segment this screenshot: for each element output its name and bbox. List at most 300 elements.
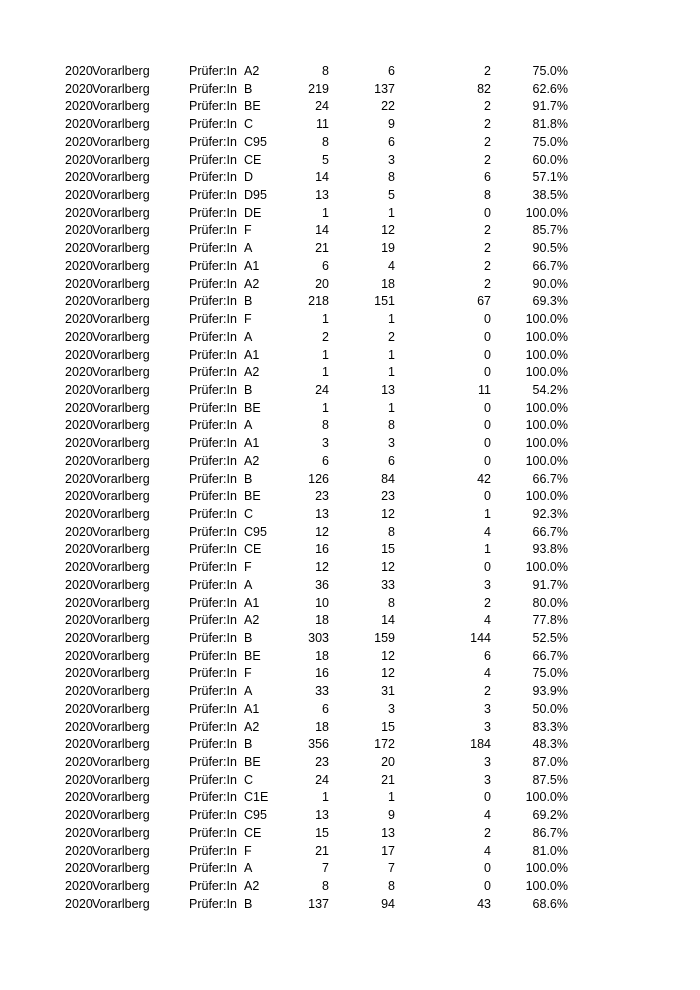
table-row [0, 205, 700, 223]
cell-failed: 0 [484, 329, 491, 344]
cell-year: 2020 [65, 258, 93, 273]
cell-passed: 8 [388, 418, 395, 433]
cell-year: 2020 [65, 365, 93, 380]
cell-year: 2020 [65, 524, 93, 539]
cell-passed: 12 [381, 506, 395, 521]
cell-role: Prüfer:In [189, 879, 237, 894]
cell-total: 6 [322, 258, 329, 273]
cell-class: B [244, 294, 253, 309]
cell-region: Vorarlberg [92, 205, 150, 220]
cell-failed: 0 [484, 400, 491, 415]
cell-region: Vorarlberg [92, 631, 150, 645]
cell-rate: 50.0% [532, 701, 568, 716]
cell-region: Vorarlberg [92, 294, 150, 309]
cell-failed: 4 [484, 613, 491, 628]
cell-role: Prüfer:In [189, 595, 237, 610]
cell-year: 2020 [65, 170, 93, 185]
table-row [0, 541, 700, 559]
cell-role: Prüfer:In [189, 772, 237, 787]
cell-passed: 6 [388, 453, 395, 468]
cell-role: Prüfer:In [189, 701, 237, 716]
cell-role: Prüfer:In [189, 506, 237, 521]
cell-region: Vorarlberg [92, 117, 150, 132]
cell-region: Vorarlberg [92, 648, 150, 663]
cell-region: Vorarlberg [92, 684, 150, 699]
cell-role: Prüfer:In [189, 64, 237, 78]
cell-rate: 100.0% [525, 879, 568, 894]
table-row [0, 595, 700, 613]
table-row [0, 81, 700, 99]
cell-class: BE [244, 400, 261, 415]
cell-total: 1 [322, 790, 329, 805]
cell-failed: 2 [484, 99, 491, 114]
cell-year: 2020 [65, 312, 93, 327]
cell-rate: 60.0% [532, 152, 568, 167]
cell-role: Prüfer:In [189, 896, 237, 911]
cell-region: Vorarlberg [92, 329, 150, 344]
cell-total: 16 [315, 542, 329, 557]
cell-passed: 137 [374, 81, 395, 96]
data-table [0, 63, 700, 914]
cell-failed: 2 [484, 152, 491, 167]
cell-class: A2 [244, 719, 260, 734]
cell-total: 11 [316, 117, 329, 132]
cell-passed: 7 [388, 861, 395, 876]
cell-total: 2 [322, 329, 329, 344]
cell-failed: 0 [484, 453, 491, 468]
cell-rate: 69.2% [532, 808, 568, 823]
table-row [0, 471, 700, 489]
cell-failed: 1 [484, 506, 491, 521]
cell-passed: 12 [381, 223, 395, 238]
cell-year: 2020 [65, 99, 93, 114]
cell-region: Vorarlberg [92, 506, 150, 521]
cell-year: 2020 [65, 489, 93, 504]
cell-passed: 84 [381, 471, 395, 486]
cell-failed: 2 [484, 258, 491, 273]
cell-rate: 87.5% [532, 772, 568, 787]
cell-failed: 0 [484, 312, 491, 327]
table-row [0, 843, 700, 861]
cell-rate: 100.0% [525, 400, 568, 415]
cell-passed: 151 [374, 294, 395, 309]
cell-class: A1 [244, 258, 260, 273]
cell-region: Vorarlberg [92, 542, 150, 557]
cell-class: A2 [244, 64, 260, 78]
cell-rate: 75.0% [532, 134, 568, 149]
cell-rate: 91.7% [532, 577, 568, 592]
cell-class: B [244, 81, 253, 96]
cell-failed: 4 [484, 843, 491, 858]
cell-failed: 0 [484, 560, 491, 575]
cell-class: CE [244, 152, 262, 167]
cell-failed: 2 [484, 223, 491, 238]
cell-total: 1 [322, 365, 329, 380]
cell-failed: 184 [470, 737, 491, 752]
cell-total: 18 [315, 719, 329, 734]
table-row [0, 878, 700, 896]
table-row [0, 382, 700, 400]
cell-rate: 69.3% [532, 294, 568, 309]
cell-region: Vorarlberg [92, 81, 150, 96]
cell-rate: 87.0% [532, 755, 568, 770]
cell-class: C95 [244, 134, 267, 149]
cell-role: Prüfer:In [189, 843, 237, 858]
cell-passed: 1 [388, 347, 395, 362]
cell-role: Prüfer:In [189, 861, 237, 876]
cell-failed: 0 [484, 347, 491, 362]
cell-class: F [244, 312, 252, 327]
cell-role: Prüfer:In [189, 400, 237, 415]
cell-region: Vorarlberg [92, 755, 150, 770]
cell-total: 8 [322, 134, 329, 149]
table-row [0, 683, 700, 701]
table-row [0, 453, 700, 471]
cell-class: D [244, 170, 254, 185]
cell-role: Prüfer:In [189, 312, 237, 327]
cell-failed: 43 [477, 896, 491, 911]
cell-failed: 2 [484, 241, 491, 256]
cell-region: Vorarlberg [92, 400, 150, 415]
cell-total: 14 [315, 223, 329, 238]
cell-role: Prüfer:In [189, 205, 237, 220]
cell-year: 2020 [65, 666, 93, 681]
cell-class: A [244, 418, 253, 433]
cell-class: BE [244, 99, 261, 114]
cell-passed: 15 [381, 719, 395, 734]
cell-role: Prüfer:In [189, 99, 237, 114]
cell-passed: 5 [388, 188, 395, 203]
table-row [0, 860, 700, 878]
cell-year: 2020 [65, 400, 93, 415]
cell-region: Vorarlberg [92, 861, 150, 876]
cell-total: 1 [322, 347, 329, 362]
cell-role: Prüfer:In [189, 755, 237, 770]
cell-passed: 23 [381, 489, 395, 504]
table-row [0, 577, 700, 595]
cell-role: Prüfer:In [189, 258, 237, 273]
cell-class: A [244, 577, 253, 592]
cell-rate: 92.3% [532, 506, 568, 521]
cell-year: 2020 [65, 117, 93, 132]
cell-rate: 66.7% [532, 524, 568, 539]
cell-role: Prüfer:In [189, 223, 237, 238]
cell-class: B [244, 471, 253, 486]
cell-year: 2020 [65, 436, 93, 451]
cell-total: 303 [308, 631, 329, 645]
cell-class: C [244, 506, 254, 521]
cell-role: Prüfer:In [189, 134, 237, 149]
cell-failed: 4 [484, 524, 491, 539]
table-row [0, 719, 700, 737]
cell-rate: 66.7% [532, 648, 568, 663]
cell-role: Prüfer:In [189, 276, 237, 291]
cell-class: CE [244, 542, 262, 557]
cell-rate: 91.7% [532, 99, 568, 114]
cell-failed: 3 [484, 577, 491, 592]
cell-passed: 1 [388, 365, 395, 380]
cell-region: Vorarlberg [92, 843, 150, 858]
cell-rate: 93.8% [532, 542, 568, 557]
cell-passed: 1 [388, 205, 395, 220]
cell-failed: 0 [484, 879, 491, 894]
cell-total: 13 [315, 188, 329, 203]
cell-rate: 100.0% [525, 205, 568, 220]
table-row [0, 169, 700, 187]
cell-total: 8 [322, 64, 329, 78]
cell-region: Vorarlberg [92, 223, 150, 238]
cell-role: Prüfer:In [189, 631, 237, 645]
cell-class: A1 [244, 701, 260, 716]
cell-rate: 38.5% [532, 188, 568, 203]
table-row [0, 311, 700, 329]
cell-passed: 3 [388, 701, 395, 716]
table-row [0, 240, 700, 258]
cell-failed: 0 [484, 418, 491, 433]
cell-year: 2020 [65, 188, 93, 203]
cell-role: Prüfer:In [189, 117, 237, 132]
cell-passed: 1 [388, 400, 395, 415]
cell-role: Prüfer:In [189, 719, 237, 734]
cell-role: Prüfer:In [189, 790, 237, 805]
cell-passed: 159 [374, 631, 395, 645]
cell-year: 2020 [65, 471, 93, 486]
cell-failed: 8 [484, 188, 491, 203]
table-row [0, 825, 700, 843]
cell-region: Vorarlberg [92, 312, 150, 327]
cell-class: F [244, 666, 252, 681]
cell-total: 356 [308, 737, 329, 752]
cell-role: Prüfer:In [189, 382, 237, 397]
cell-failed: 4 [484, 666, 491, 681]
cell-total: 219 [308, 81, 329, 96]
cell-class: A [244, 684, 253, 699]
cell-region: Vorarlberg [92, 666, 150, 681]
table-row [0, 98, 700, 116]
cell-class: C [244, 772, 254, 787]
cell-rate: 100.0% [525, 453, 568, 468]
table-row [0, 612, 700, 630]
cell-year: 2020 [65, 276, 93, 291]
cell-total: 33 [315, 684, 329, 699]
cell-failed: 2 [484, 134, 491, 149]
cell-total: 10 [315, 595, 329, 610]
cell-rate: 80.0% [532, 595, 568, 610]
cell-region: Vorarlberg [92, 347, 150, 362]
cell-total: 24 [315, 772, 329, 787]
cell-class: A2 [244, 453, 260, 468]
cell-year: 2020 [65, 241, 93, 256]
cell-failed: 4 [484, 808, 491, 823]
table-row [0, 435, 700, 453]
cell-year: 2020 [65, 843, 93, 858]
cell-class: A1 [244, 436, 260, 451]
cell-class: F [244, 843, 252, 858]
cell-year: 2020 [65, 825, 93, 840]
cell-rate: 62.6% [532, 81, 568, 96]
cell-region: Vorarlberg [92, 134, 150, 149]
cell-role: Prüfer:In [189, 453, 237, 468]
table-row [0, 754, 700, 772]
cell-rate: 57.1% [532, 170, 568, 185]
cell-region: Vorarlberg [92, 737, 150, 752]
cell-failed: 2 [484, 684, 491, 699]
cell-year: 2020 [65, 382, 93, 397]
cell-rate: 100.0% [525, 347, 568, 362]
cell-region: Vorarlberg [92, 772, 150, 787]
cell-year: 2020 [65, 613, 93, 628]
cell-passed: 9 [388, 117, 395, 132]
cell-year: 2020 [65, 223, 93, 238]
cell-failed: 3 [484, 719, 491, 734]
cell-total: 20 [315, 276, 329, 291]
cell-region: Vorarlberg [92, 595, 150, 610]
cell-region: Vorarlberg [92, 790, 150, 805]
cell-rate: 52.5% [532, 631, 568, 645]
cell-region: Vorarlberg [92, 436, 150, 451]
cell-class: A1 [244, 595, 260, 610]
cell-passed: 1 [388, 790, 395, 805]
cell-passed: 8 [388, 524, 395, 539]
cell-passed: 8 [388, 170, 395, 185]
cell-region: Vorarlberg [92, 382, 150, 397]
table-row [0, 524, 700, 542]
cell-total: 3 [322, 436, 329, 451]
cell-failed: 2 [484, 64, 491, 78]
cell-role: Prüfer:In [189, 188, 237, 203]
table-row [0, 134, 700, 152]
cell-year: 2020 [65, 790, 93, 805]
cell-region: Vorarlberg [92, 170, 150, 185]
cell-failed: 2 [484, 825, 491, 840]
cell-role: Prüfer:In [189, 577, 237, 592]
cell-rate: 100.0% [525, 312, 568, 327]
cell-total: 13 [315, 808, 329, 823]
cell-region: Vorarlberg [92, 471, 150, 486]
cell-failed: 2 [484, 595, 491, 610]
cell-class: C1E [244, 790, 269, 805]
cell-year: 2020 [65, 755, 93, 770]
table-row [0, 630, 700, 648]
cell-failed: 3 [484, 755, 491, 770]
cell-year: 2020 [65, 808, 93, 823]
cell-role: Prüfer:In [189, 418, 237, 433]
cell-class: A2 [244, 276, 260, 291]
cell-rate: 100.0% [525, 790, 568, 805]
cell-region: Vorarlberg [92, 701, 150, 716]
cell-total: 18 [315, 648, 329, 663]
cell-total: 137 [308, 896, 329, 911]
cell-region: Vorarlberg [92, 560, 150, 575]
cell-rate: 66.7% [532, 471, 568, 486]
cell-class: A2 [244, 879, 260, 894]
cell-region: Vorarlberg [92, 879, 150, 894]
cell-year: 2020 [65, 453, 93, 468]
cell-year: 2020 [65, 64, 93, 78]
table-row [0, 276, 700, 294]
cell-passed: 6 [388, 134, 395, 149]
cell-class: D95 [244, 188, 267, 203]
cell-passed: 3 [388, 436, 395, 451]
table-row [0, 187, 700, 205]
cell-passed: 12 [381, 666, 395, 681]
cell-passed: 15 [381, 542, 395, 557]
cell-region: Vorarlberg [92, 453, 150, 468]
cell-rate: 66.7% [532, 258, 568, 273]
cell-total: 12 [315, 524, 329, 539]
cell-passed: 18 [381, 276, 395, 291]
cell-passed: 1 [388, 312, 395, 327]
cell-role: Prüfer:In [189, 542, 237, 557]
cell-failed: 1 [484, 542, 491, 557]
cell-passed: 172 [374, 737, 395, 752]
cell-rate: 100.0% [525, 365, 568, 380]
table-row [0, 258, 700, 276]
cell-role: Prüfer:In [189, 294, 237, 309]
cell-total: 15 [315, 825, 329, 840]
table-row [0, 772, 700, 790]
cell-region: Vorarlberg [92, 188, 150, 203]
cell-year: 2020 [65, 772, 93, 787]
cell-year: 2020 [65, 577, 93, 592]
cell-total: 7 [322, 861, 329, 876]
table-row [0, 417, 700, 435]
cell-rate: 100.0% [525, 418, 568, 433]
cell-passed: 3 [388, 152, 395, 167]
cell-total: 23 [315, 489, 329, 504]
cell-class: BE [244, 648, 261, 663]
cell-rate: 93.9% [532, 684, 568, 699]
table-row [0, 222, 700, 240]
table-row [0, 63, 700, 81]
cell-region: Vorarlberg [92, 577, 150, 592]
cell-year: 2020 [65, 134, 93, 149]
cell-total: 21 [315, 843, 329, 858]
cell-region: Vorarlberg [92, 489, 150, 504]
cell-total: 1 [322, 312, 329, 327]
cell-passed: 12 [381, 648, 395, 663]
table-row [0, 665, 700, 683]
cell-failed: 6 [484, 170, 491, 185]
cell-passed: 33 [381, 577, 395, 592]
table-row [0, 896, 700, 914]
table-row [0, 506, 700, 524]
cell-role: Prüfer:In [189, 241, 237, 256]
cell-passed: 2 [388, 329, 395, 344]
cell-rate: 81.0% [532, 843, 568, 858]
table-row [0, 329, 700, 347]
table-row [0, 807, 700, 825]
cell-year: 2020 [65, 861, 93, 876]
cell-year: 2020 [65, 152, 93, 167]
cell-total: 5 [322, 152, 329, 167]
table-row [0, 559, 700, 577]
cell-total: 36 [315, 577, 329, 592]
cell-role: Prüfer:In [189, 825, 237, 840]
cell-role: Prüfer:In [189, 560, 237, 575]
cell-year: 2020 [65, 542, 93, 557]
cell-year: 2020 [65, 879, 93, 894]
cell-rate: 54.2% [532, 382, 568, 397]
cell-class: F [244, 223, 252, 238]
cell-rate: 100.0% [525, 489, 568, 504]
cell-passed: 22 [381, 99, 395, 114]
cell-total: 16 [315, 666, 329, 681]
cell-class: F [244, 560, 252, 575]
cell-rate: 86.7% [532, 825, 568, 840]
cell-passed: 17 [381, 843, 395, 858]
cell-year: 2020 [65, 648, 93, 663]
